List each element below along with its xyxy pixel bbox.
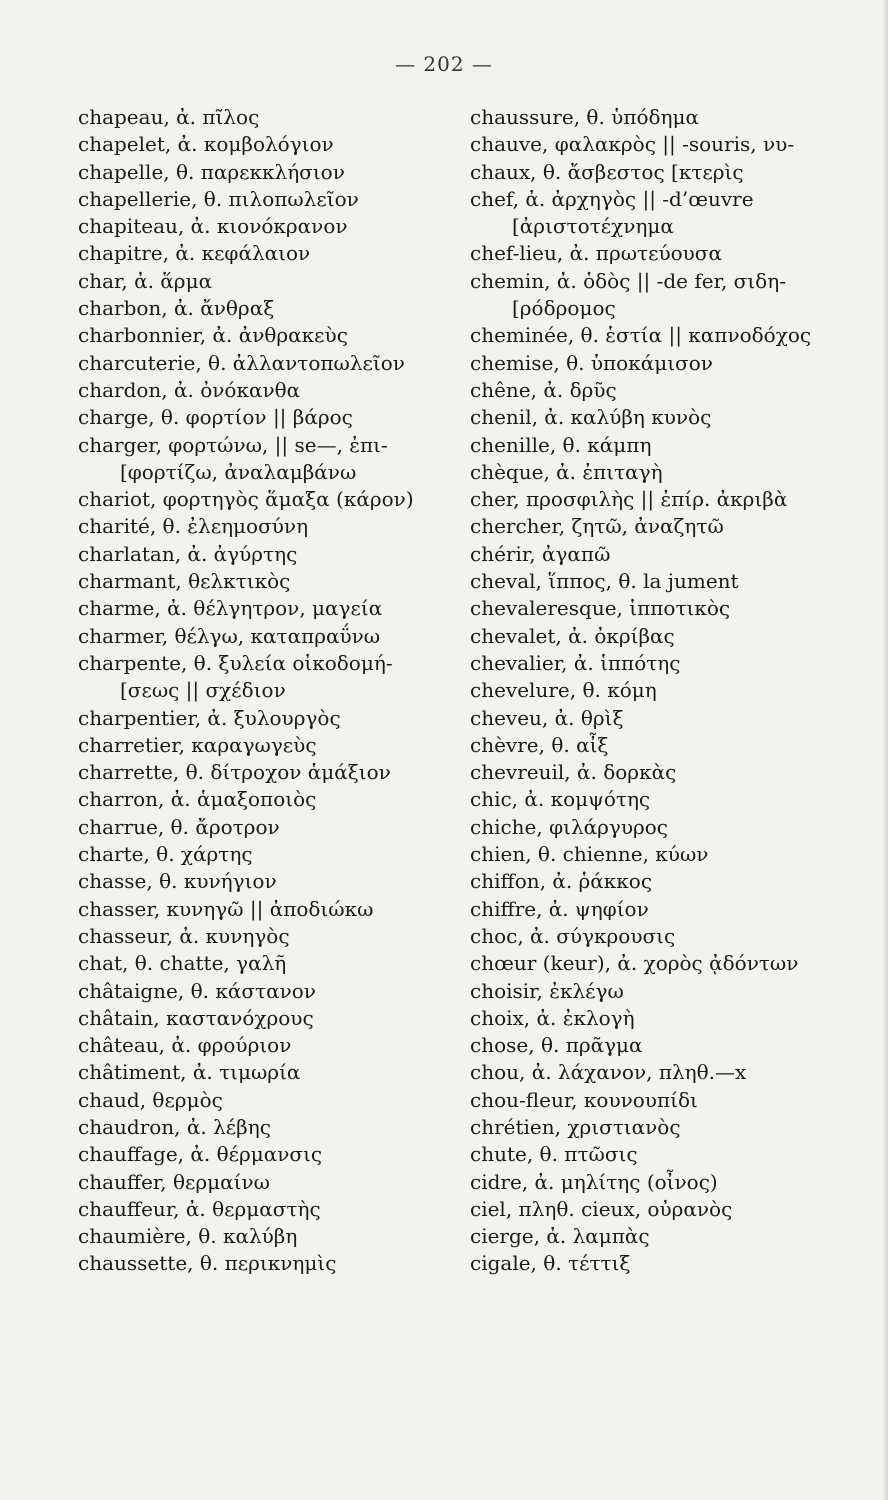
dictionary-entry: chaumière, θ. καλύβη (78, 1224, 298, 1249)
dictionary-entry: charrue, θ. ἄροτρον (78, 814, 280, 839)
dictionary-entry: chœur (keur), ἀ. χορὸς ᾀδόντων (470, 951, 799, 976)
dictionary-entry: chercher, ζητῶ, ἀναζητῶ (470, 514, 724, 539)
dictionary-entry: chemise, θ. ὑποκάμισον (470, 350, 713, 375)
dictionary-entry: charme, ἀ. θέλγητρον, μαγεία (78, 596, 383, 621)
dictionary-entry: cidre, ἀ. μηλίτης (οἶνος) (470, 1169, 718, 1194)
dictionary-entry: chevreuil, ἀ. δορκὰς (470, 760, 677, 785)
dictionary-entry: chiffre, ἀ. ψηφίον (470, 896, 649, 921)
right-column (470, 104, 882, 1278)
dictionary-entry: chef-lieu, ἀ. πρωτεύουσα (470, 241, 722, 266)
dictionary-entry: chiche, φιλάργυρος (470, 814, 669, 839)
dictionary-entry: charger, φορτώνω, || se—, ἐπι- (78, 432, 388, 457)
dictionary-entry: chemin, ἀ. ὁδὸς || -de fer, σιδη- (470, 268, 786, 293)
dictionary-entry: cheveu, ἀ. θρὶξ (470, 705, 624, 730)
dictionary-entry: chapeau, ἀ. πῖλος (78, 105, 260, 129)
dictionary-entry: châtiment, ἀ. τιμωρία (78, 1060, 301, 1085)
dictionary-entry: cigale, θ. τέττιξ (470, 1251, 631, 1276)
dictionary-entry: chêne, ἀ. δρῦς (470, 377, 617, 402)
dictionary-entry: chasseur, ἀ. κυνηγὸς (78, 923, 290, 948)
dictionary-entry: charmer, θέλγω, καταπραΰνω (78, 623, 381, 648)
dictionary-entry: choix, ἀ. ἐκλογὴ (470, 1005, 635, 1030)
dictionary-entry: chou, ἀ. λάχανον, πληθ.—x (470, 1060, 747, 1085)
dictionary-entry: charcuterie, θ. ἀλλαντοπωλεῖον (78, 350, 405, 375)
dictionary-entry: charte, θ. χάρτης (78, 842, 253, 867)
dictionary-entry: chrétien, χριστιανὸς (470, 1114, 681, 1139)
dictionary-entry-continuation: [φορτίζω, ἀναλαμβάνω (120, 459, 357, 484)
dictionary-entry-continuation: [σεως || σχέδιον (120, 678, 286, 703)
dictionary-entry: chaussette, θ. περικνημὶς (78, 1251, 337, 1276)
dictionary-entry: charpente, θ. ξυλεία οἰκοδομή- (78, 650, 393, 675)
dictionary-entry: chose, θ. πρᾶγμα (470, 1033, 643, 1058)
dictionary-entry: charpentier, ἀ. ξυλουργὸς (78, 705, 341, 730)
dictionary-entry: choisir, ἐκλέγω (470, 978, 624, 1003)
dictionary-entry: chute, θ. πτῶσις (470, 1142, 638, 1167)
dictionary-entry: chapitre, ἀ. κεφάλαιον (78, 241, 311, 266)
dictionary-entry: chef, ἀ. ἀρχηγὸς || -d’œuvre (470, 186, 754, 211)
dictionary-entry: charlatan, ἀ. ἀγύρτης (78, 541, 298, 566)
dictionary-entry: chardon, ἀ. ὀνόκανθα (78, 377, 301, 402)
dictionary-entry: chauffage, ἀ. θέρμανσις (78, 1142, 323, 1167)
dictionary-entry: cheminée, θ. ἑστία || καπνοδόχος (470, 323, 812, 348)
dictionary-entry: chèque, ἀ. ἐπιταγὴ (470, 459, 663, 484)
dictionary-entry: chauve, φαλακρὸς || -souris, νυ- (470, 132, 795, 157)
dictionary-entry: cher, προσφιλὴς || ἐπίρ. ἀκριβὰ (470, 487, 788, 512)
dictionary-entry: chien, θ. chienne, κύων (470, 842, 709, 867)
dictionary-entry: chauffer, θερμαίνω (78, 1169, 270, 1194)
dictionary-entry-continuation: [ρόδρομος (512, 296, 616, 321)
dictionary-entry: chapelet, ἀ. κομβολόγιον (78, 132, 334, 157)
left-column (78, 104, 470, 1278)
dictionary-entry: chasse, θ. κυνήγιον (78, 869, 277, 894)
dictionary-entry: chevalet, ἀ. ὀκρίβας (470, 623, 675, 648)
dictionary-entry: chevaleresque, ἱπποτικὸς (470, 596, 731, 621)
dictionary-entry: chapellerie, θ. πιλοπωλεῖον (78, 186, 359, 211)
dictionary-entry: charretier, καραγωγεὺς (78, 732, 317, 757)
dictionary-entry: chasser, κυνηγῶ || ἀποδιώκω (78, 896, 374, 921)
dictionary-entry: chic, ἀ. κομψότης (470, 787, 651, 812)
dictionary-entry: chariot, φορτηγὸς ἅμαξα (κάρον) (78, 487, 414, 512)
dictionary-entry: châtain, καστανόχρους (78, 1005, 314, 1030)
dictionary-entry: chiffon, ἀ. ῥάκκος (470, 869, 653, 894)
dictionary-entry: chaussure, θ. ὑπόδημα (470, 105, 700, 129)
dictionary-entry: chauffeur, ἀ. θερμαστὴς (78, 1196, 321, 1221)
dictionary-entry: chenille, θ. κάμπη (470, 432, 652, 457)
page-edge-shadow (882, 0, 888, 1500)
dictionary-entry: chèvre, θ. αἶξ (470, 732, 609, 757)
dictionary-entry: cierge, ἀ. λαμπὰς (470, 1224, 650, 1249)
dictionary-entry-continuation: [ἀριστοτέχνημα (512, 214, 674, 239)
dictionary-entry: chat, θ. chatte, γαλῆ (78, 951, 287, 976)
dictionary-entry: chapelle, θ. παρεκκλήσιον (78, 159, 345, 184)
dictionary-entry: charrette, θ. δίτροχον ἁμάξιον (78, 760, 391, 785)
page-number: — 202 — (395, 52, 493, 76)
dictionary-entry: chérir, ἀγαπῶ (470, 541, 611, 566)
dictionary-entry: château, ἀ. φρούριον (78, 1033, 292, 1058)
dictionary-entry: chou-fleur, κουνουπίδι (470, 1087, 698, 1112)
dictionary-entry: chapiteau, ἀ. κιονόκρανον (78, 214, 348, 239)
dictionary-entry: cheval, ἵππος, θ. la jument (470, 569, 739, 594)
dictionary-entry: charbon, ἀ. ἄνθραξ (78, 296, 275, 321)
dictionary-entry: char, ἀ. ἅρμα (78, 268, 213, 293)
dictionary-entry: chaud, θερμὸς (78, 1087, 223, 1112)
dictionary-entry: charmant, θελκτικὸς (78, 569, 291, 594)
dictionary-entry: charbonnier, ἀ. ἀνθρακεὺς (78, 323, 348, 348)
dictionary-entry: chevalier, ἀ. ἱππότης (470, 650, 681, 675)
dictionary-entry: chenil, ἀ. καλύβη κυνὸς (470, 405, 712, 430)
dictionary-entry: chaux, θ. ἄσβεστος [κτερὶς (470, 159, 744, 184)
dictionary-entry: choc, ἀ. σύγκρουσις (470, 923, 676, 948)
dictionary-entry: châtaigne, θ. κάστανον (78, 978, 316, 1003)
dictionary-entry: charité, θ. ἐλεημοσύνη (78, 514, 309, 539)
dictionary-entry: chevelure, θ. κόμη (470, 678, 657, 703)
dictionary-entry: ciel, πληθ. cieux, οὐρανὸς (470, 1196, 733, 1221)
dictionary-entry: chaudron, ἀ. λέβης (78, 1114, 271, 1139)
dictionary-entry: charron, ἀ. ἁμαξοποιὸς (78, 787, 317, 812)
dictionary-entry: charge, θ. φορτίον || βάρος (78, 405, 353, 430)
